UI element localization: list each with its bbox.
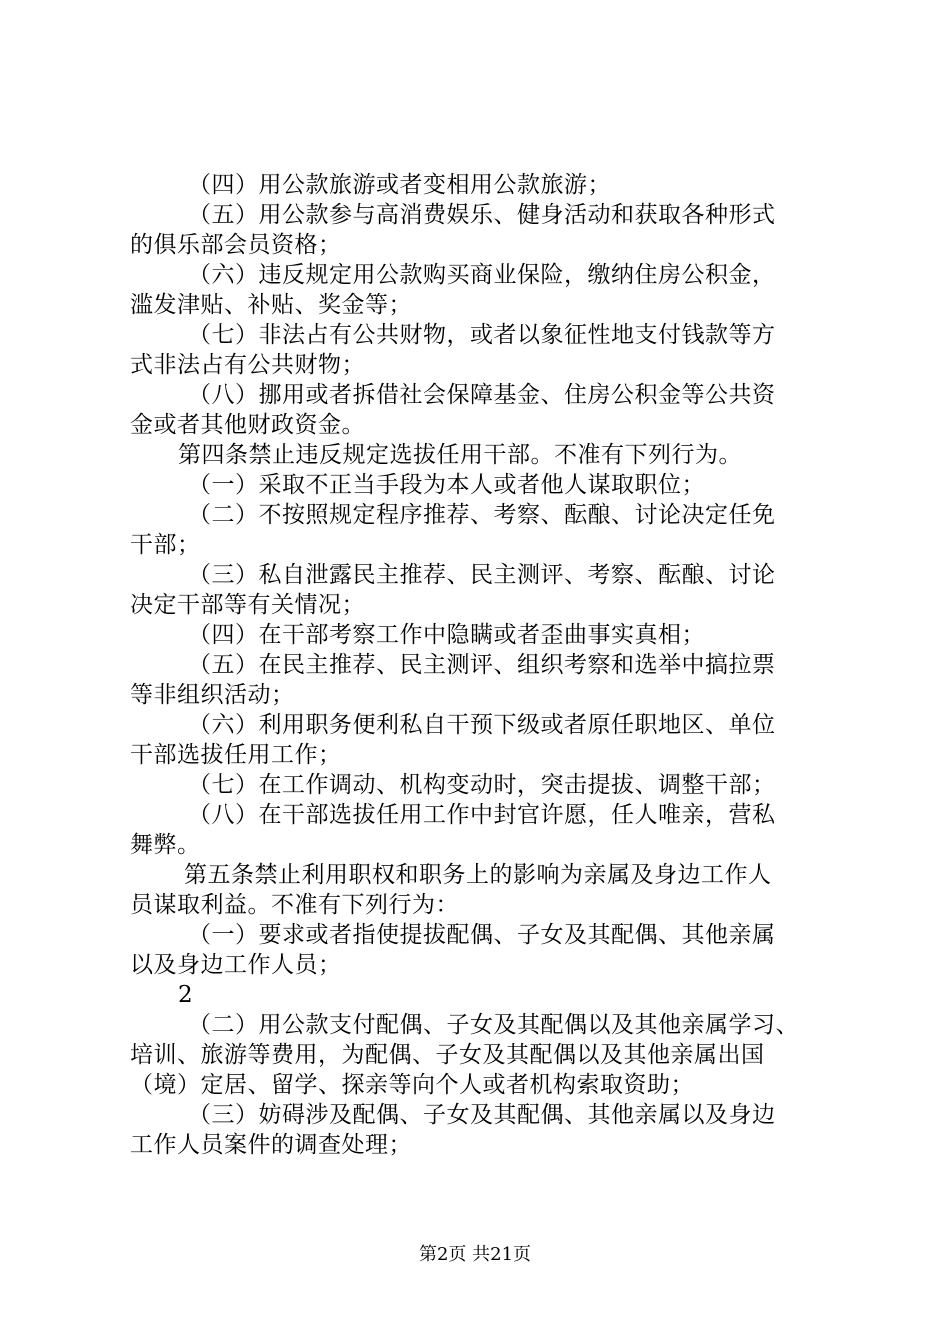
text-line: （八）挪用或者拆借社会保障基金、住房公积金等公共资 [188, 382, 776, 408]
text-line: 的俱乐部会员资格； [130, 232, 342, 258]
text-line: （四）用公款旅游或者变相用公款旅游； [188, 172, 611, 198]
page-footer [0, 1243, 950, 1267]
inline-page-number: 2 [178, 982, 194, 1008]
article-heading: 第五条禁止利用职权和职务上的影响为亲属及身边工作人 [184, 862, 772, 888]
text-line: （六）利用职务便利私自干预下级或者原任职地区、单位 [188, 712, 776, 738]
text-line: （四）在干部考察工作中隐瞒或者歪曲事实真相； [188, 622, 705, 648]
text-line: 干部选拔任用工作； [130, 742, 342, 768]
text-line: （八）在干部选拔任用工作中封官许愿，任人唯亲，营私 [188, 802, 776, 828]
text-line: （二）不按照规定程序推荐、考察、酝酿、讨论决定任免 [188, 502, 776, 528]
text-line: （一）要求或者指使提拔配偶、子女及其配偶、其他亲属 [188, 922, 776, 948]
text-line: （五）用公款参与高消费娱乐、健身活动和获取各种形式 [188, 202, 776, 228]
text-line: 舞弊。 [130, 832, 201, 858]
text-line: （三）妨碍涉及配偶、子女及其配偶、其他亲属以及身边 [188, 1102, 776, 1128]
text-line: （五）在民主推荐、民主测评、组织考察和选举中搞拉票 [188, 652, 776, 678]
text-line: 等非组织活动； [130, 682, 295, 708]
text-line: 滥发津贴、补贴、奖金等； [130, 292, 412, 318]
text-line: 式非法占有公共财物； [130, 352, 365, 378]
text-line: （二）用公款支付配偶、子女及其配偶以及其他亲属学习、 [188, 1012, 799, 1038]
text-line: 员谋取利益。不准有下列行为： [130, 892, 459, 918]
text-line: 培训、旅游等费用，为配偶、子女及其配偶以及其他亲属出国 [130, 1042, 765, 1068]
text-line: 金或者其他财政资金。 [130, 412, 365, 438]
text-line: （三）私自泄露民主推荐、民主测评、考察、酝酿、讨论 [188, 562, 776, 588]
text-line: 干部； [130, 532, 201, 558]
text-line: （七）在工作调动、机构变动时，突击提拔、调整干部； [188, 772, 776, 798]
article-heading: 第四条禁止违反规定选拔任用干部。不准有下列行为。 [178, 442, 742, 468]
text-line: （七）非法占有公共财物，或者以象征性地支付钱款等方 [188, 322, 776, 348]
text-line: 工作人员案件的调查处理； [130, 1132, 412, 1158]
text-line: 以及身边工作人员； [130, 952, 342, 978]
text-line: （一）采取不正当手段为本人或者他人谋取职位； [188, 472, 705, 498]
document-body [130, 170, 840, 1160]
page-number-label: 第2页 共21页 [418, 1244, 532, 1265]
text-line: （六）违反规定用公款购买商业保险，缴纳住房公积金， [188, 262, 776, 288]
text-line: （境）定居、留学、探亲等向个人或者机构索取资助； [130, 1072, 694, 1098]
text-line: 决定干部等有关情况； [130, 592, 365, 618]
